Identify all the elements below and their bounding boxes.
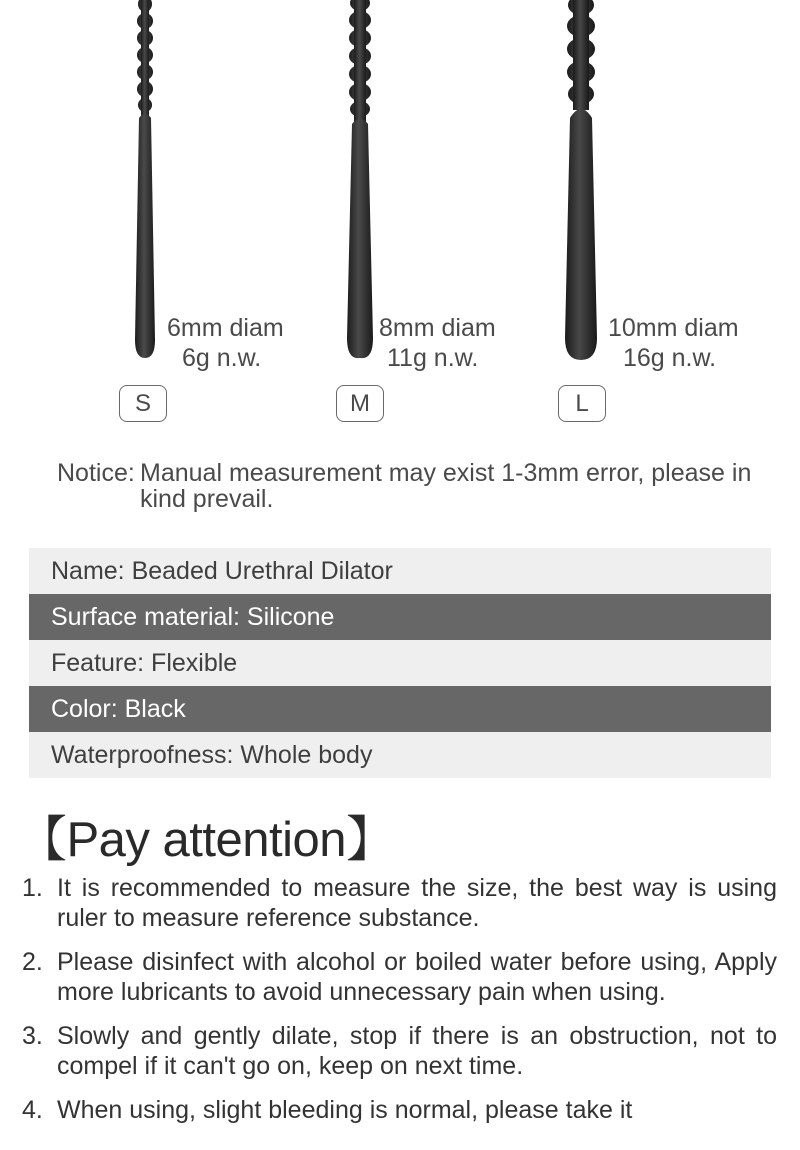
item-number: 2. xyxy=(22,948,43,976)
dilator-medium-image xyxy=(338,0,382,362)
diameter-large: 10mm diam xyxy=(608,314,739,342)
item-number: 3. xyxy=(22,1022,43,1050)
list-item xyxy=(22,1095,777,1125)
spec-row-color: Color: Black xyxy=(29,686,771,732)
list-item xyxy=(22,1021,777,1081)
item-number: 1. xyxy=(22,874,43,902)
measurement-notice xyxy=(57,460,757,512)
item-text: Slowly and gently dilate, stop if there is an obstruction, not to compel if it can't go on, keep on next time. xyxy=(57,1022,777,1080)
weight-large: 16g n.w. xyxy=(623,344,717,372)
dilator-small-image xyxy=(125,0,167,362)
pay-attention-list xyxy=(22,873,777,1139)
notice-text: Manual measurement may exist 1-3mm error, please in kind prevail. xyxy=(140,459,752,513)
dilator-large-image xyxy=(560,0,604,362)
spec-row-material: Surface material: Silicone xyxy=(29,594,771,640)
notice-label: Notice: xyxy=(57,459,135,487)
size-badge-m: M xyxy=(336,385,384,422)
item-number: 4. xyxy=(22,1096,43,1124)
list-item xyxy=(22,947,777,1007)
list-item xyxy=(22,873,777,933)
spec-row-waterproofness: Waterproofness: Whole body xyxy=(29,732,771,778)
spec-row-name: Name: Beaded Urethral Dilator xyxy=(29,548,771,594)
item-text: Please disinfect with alcohol or boiled water before using, Apply more lubricants to avoid unnecessary pain when using. xyxy=(57,948,777,1006)
diameter-small: 6mm diam xyxy=(167,314,284,342)
item-text: It is recommended to measure the size, the best way is using ruler to measure reference substance. xyxy=(57,874,777,932)
item-text: When using, slight bleeding is normal, please take it xyxy=(57,1096,633,1124)
spec-table xyxy=(29,548,771,778)
size-badge-l: L xyxy=(558,385,606,422)
weight-medium: 11g n.w. xyxy=(387,344,479,372)
diameter-medium: 8mm diam xyxy=(379,314,496,342)
size-badge-s: S xyxy=(119,385,167,422)
weight-small: 6g n.w. xyxy=(182,344,262,372)
spec-row-feature: Feature: Flexible xyxy=(29,640,771,686)
pay-attention-title: 【Pay attention】 xyxy=(18,813,395,867)
